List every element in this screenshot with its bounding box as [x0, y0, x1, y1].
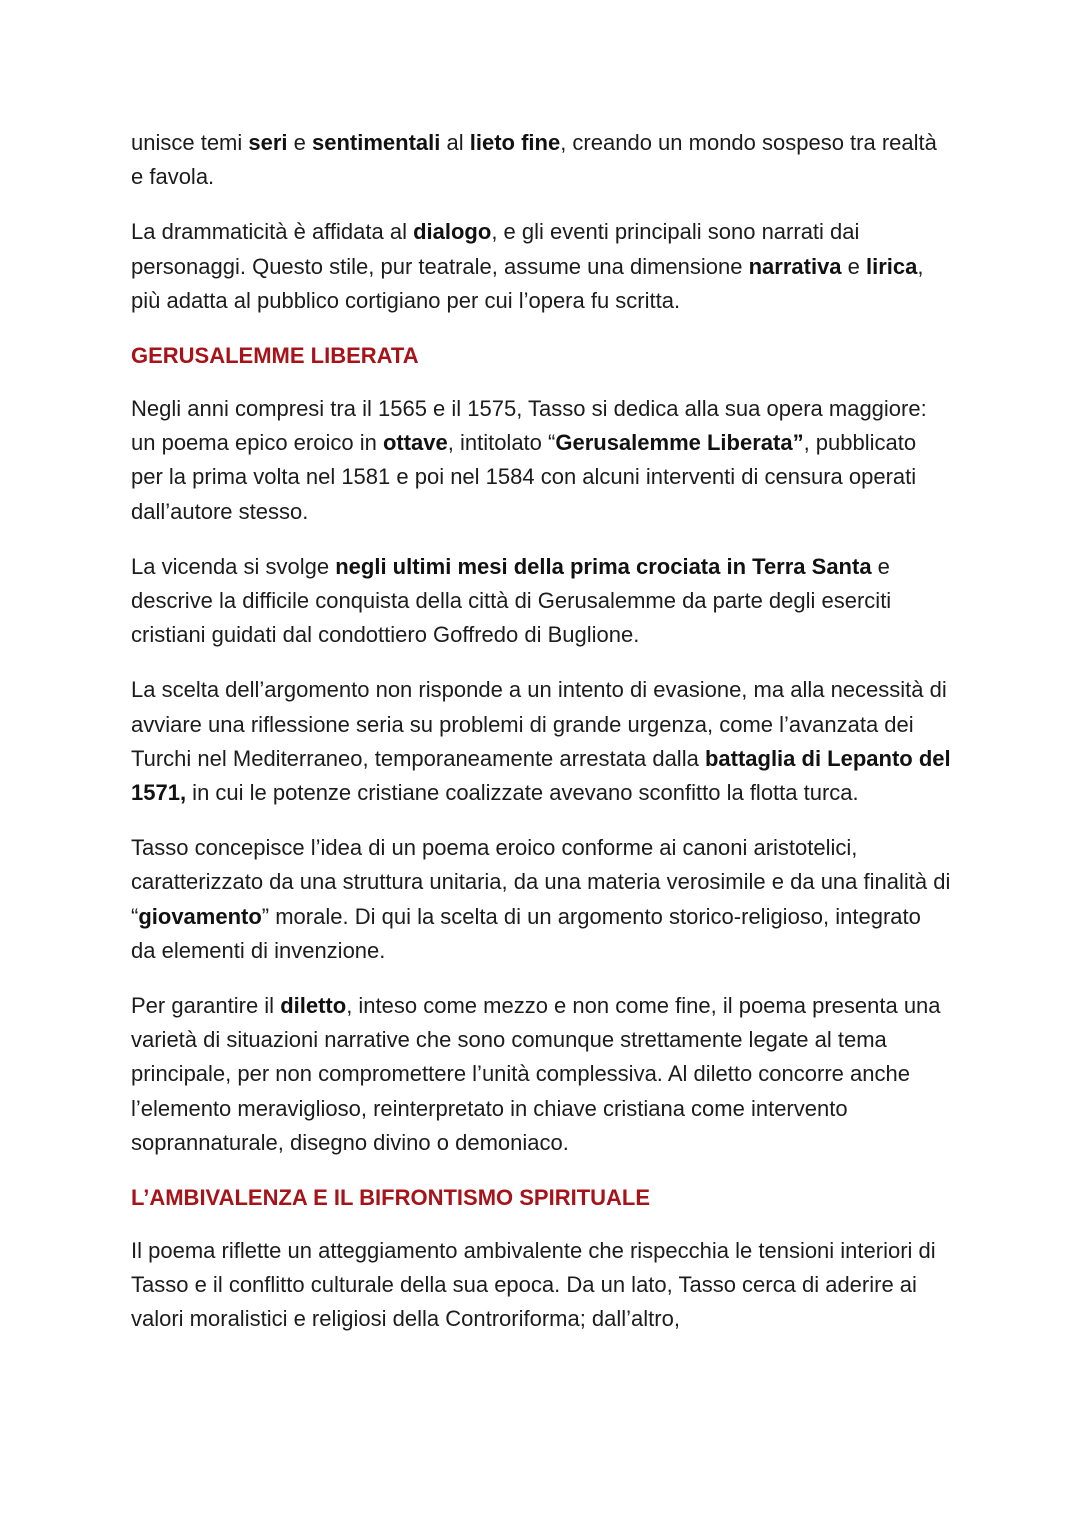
paragraph-teatro-intro: unisce temi seri e sentimentali al lieto fine, creando un mondo sospeso tra realtà e favola.: [131, 130, 937, 190]
paragraph-atteggiamento-ambivalente: Il poema riflette un atteggiamento ambivalente che rispecchia le tensioni interiori di Tasso e il conflitto culturale della sua epoca. Da un lato, Tasso cerca di aderire ai valori moralistici e religiosi della Controriforma; dall’altro,: [131, 1238, 936, 1332]
paragraph-poema-eroico: Tasso concepisce l’idea di un poema eroico conforme ai canoni aristotelici, caratterizzato da una struttura unitaria, da una materia verosimile e da una finalità di “giovamento” morale. Di qui la scelta di un argomento storico-religioso, integrato da elementi di invenzione.: [131, 835, 951, 963]
heading-gerusalemme-liberata: GERUSALEMME LIBERATA: [131, 343, 419, 369]
heading-ambivalenza: L’AMBIVALENZA E IL BIFRONTISMO SPIRITUALE: [131, 1185, 651, 1211]
paragraph-scelta-argomento: La scelta dell’argomento non risponde a un intento di evasione, ma alla necessità di avviare una riflessione seria su problemi di grande urgenza, come l’avanzata dei Turchi nel Mediterraneo, temporaneamente arrestata dalla battaglia di Lepanto del 1571, in cui le potenze cristiane coalizzate avevano sconfitto la flotta turca.: [131, 677, 951, 806]
document-page: [131, 126, 951, 1358]
paragraph-diletto: Per garantire il diletto, inteso come mezzo e non come fine, il poema presenta una varietà di situazioni narrative che sono comunque strettamente legate al tema principale, per non compromettere l’unità complessiva. Al diletto concorre anche l’elemento meraviglioso, reinterpretato in chiave cristiana come intervento soprannaturale, disegno divino o demoniaco.: [131, 993, 941, 1155]
paragraph-drammaticita: La drammaticità è affidata al dialogo, e gli eventi principali sono narrati dai personaggi. Questo stile, pur teatrale, assume una dimensione narrativa e lirica, più adatta al pubblico cortigiano per cui l’opera fu scritta.: [131, 219, 924, 313]
paragraph-vicenda: La vicenda si svolge negli ultimi mesi della prima crociata in Terra Santa e descrive la difficile conquista della città di Gerusalemme da parte degli eserciti cristiani guidati dal condottiero Goffredo di Buglione.: [131, 553, 892, 648]
paragraph-opera-maggiore: Negli anni compresi tra il 1565 e il 1575, Tasso si dedica alla sua opera maggiore: un poema epico eroico in ottave, intitolato “Gerusalemme Liberata”, pubblicato per la prima volta nel 1581 e poi nel 1584 con alcuni interventi di censura operati dall’autore stesso.: [131, 396, 927, 524]
